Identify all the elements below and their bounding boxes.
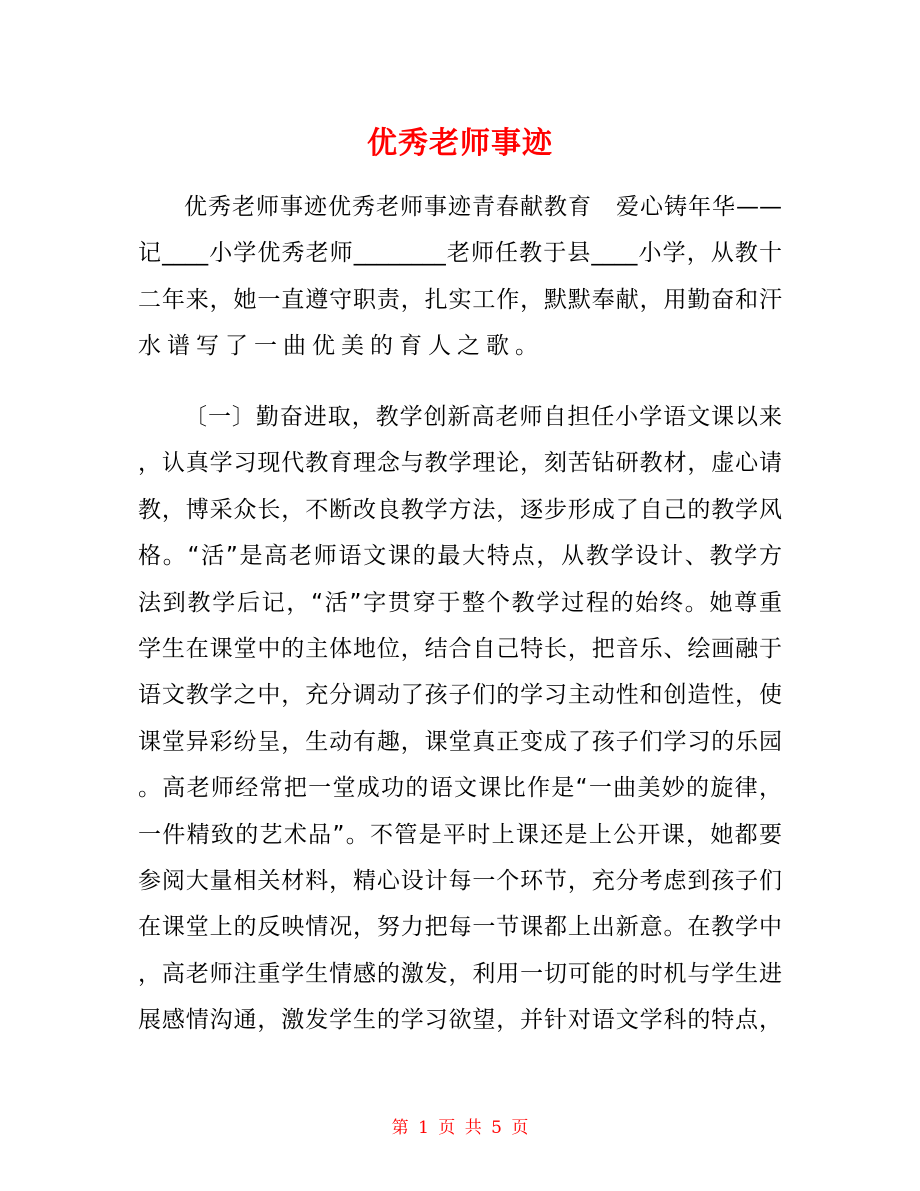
text-line: 优秀老师事迹优秀老师事迹青春献教育 爱心铸年华—— (184, 194, 782, 220)
text-line: 教，博采众长，不断改良教学方法，逐步形成了自己的教学风 (138, 496, 782, 523)
text-line: 课堂异彩纷呈，生动有趣，课堂真正变成了孩子们学习的乐园 (138, 728, 782, 755)
text-line: 〔一〕勤奋进取，教学创新高老师自担任小学语文课以来 (184, 404, 782, 430)
text-line: ，高老师注重学生情感的激发，利用一切可能的时机与学生进 (138, 960, 782, 987)
text-line: 格。“活”是高老师语文课的最大特点，从教学设计、教学方 (138, 543, 782, 570)
text-line: 语文教学之中，充分调动了孩子们的学习主动性和创造性，使 (138, 682, 782, 709)
paragraph-2 (138, 394, 782, 1043)
page-number-footer: 第 1 页 共 5 页 (391, 1118, 529, 1138)
text-line: 参阅大量相关材料，精心设计每一个环节，充分考虑到孩子们 (138, 867, 782, 894)
text-line: 学生在课堂中的主体地位，结合自己特长，把音乐、绘画融于 (138, 635, 782, 662)
text-line: 记____小学优秀老师________老师任教于县____小学，从教十 (138, 240, 782, 267)
text-line: 二年来，她一直遵守职责，扎实工作，默默奉献，用勤奋和汗 (138, 286, 782, 313)
text-line: 法到教学后记，“活”字贯穿于整个教学过程的始终。她尊重 (138, 589, 782, 616)
text-line: 一件精致的艺术品”。不管是平时上课还是上公开课，她都要 (138, 821, 782, 848)
document-title: 优秀老师事迹 (367, 126, 553, 161)
text-line: 在课堂上的反映情况，努力把每一节课都上出新意。在教学中 (138, 914, 782, 941)
text-line: ，认真学习现代教育理念与教学理论，刻苦钻研教材，虚心请 (138, 450, 782, 477)
text-line: 水谱写了一曲优美的育人之歌。 (138, 333, 544, 360)
text-line: 展感情沟通，激发学生的学习欲望，并针对语文学科的特点， (138, 1007, 782, 1034)
paragraph-1 (138, 184, 782, 370)
text-line: 。高老师经常把一堂成功的语文课比作是“一曲美妙的旋律， (138, 775, 782, 802)
